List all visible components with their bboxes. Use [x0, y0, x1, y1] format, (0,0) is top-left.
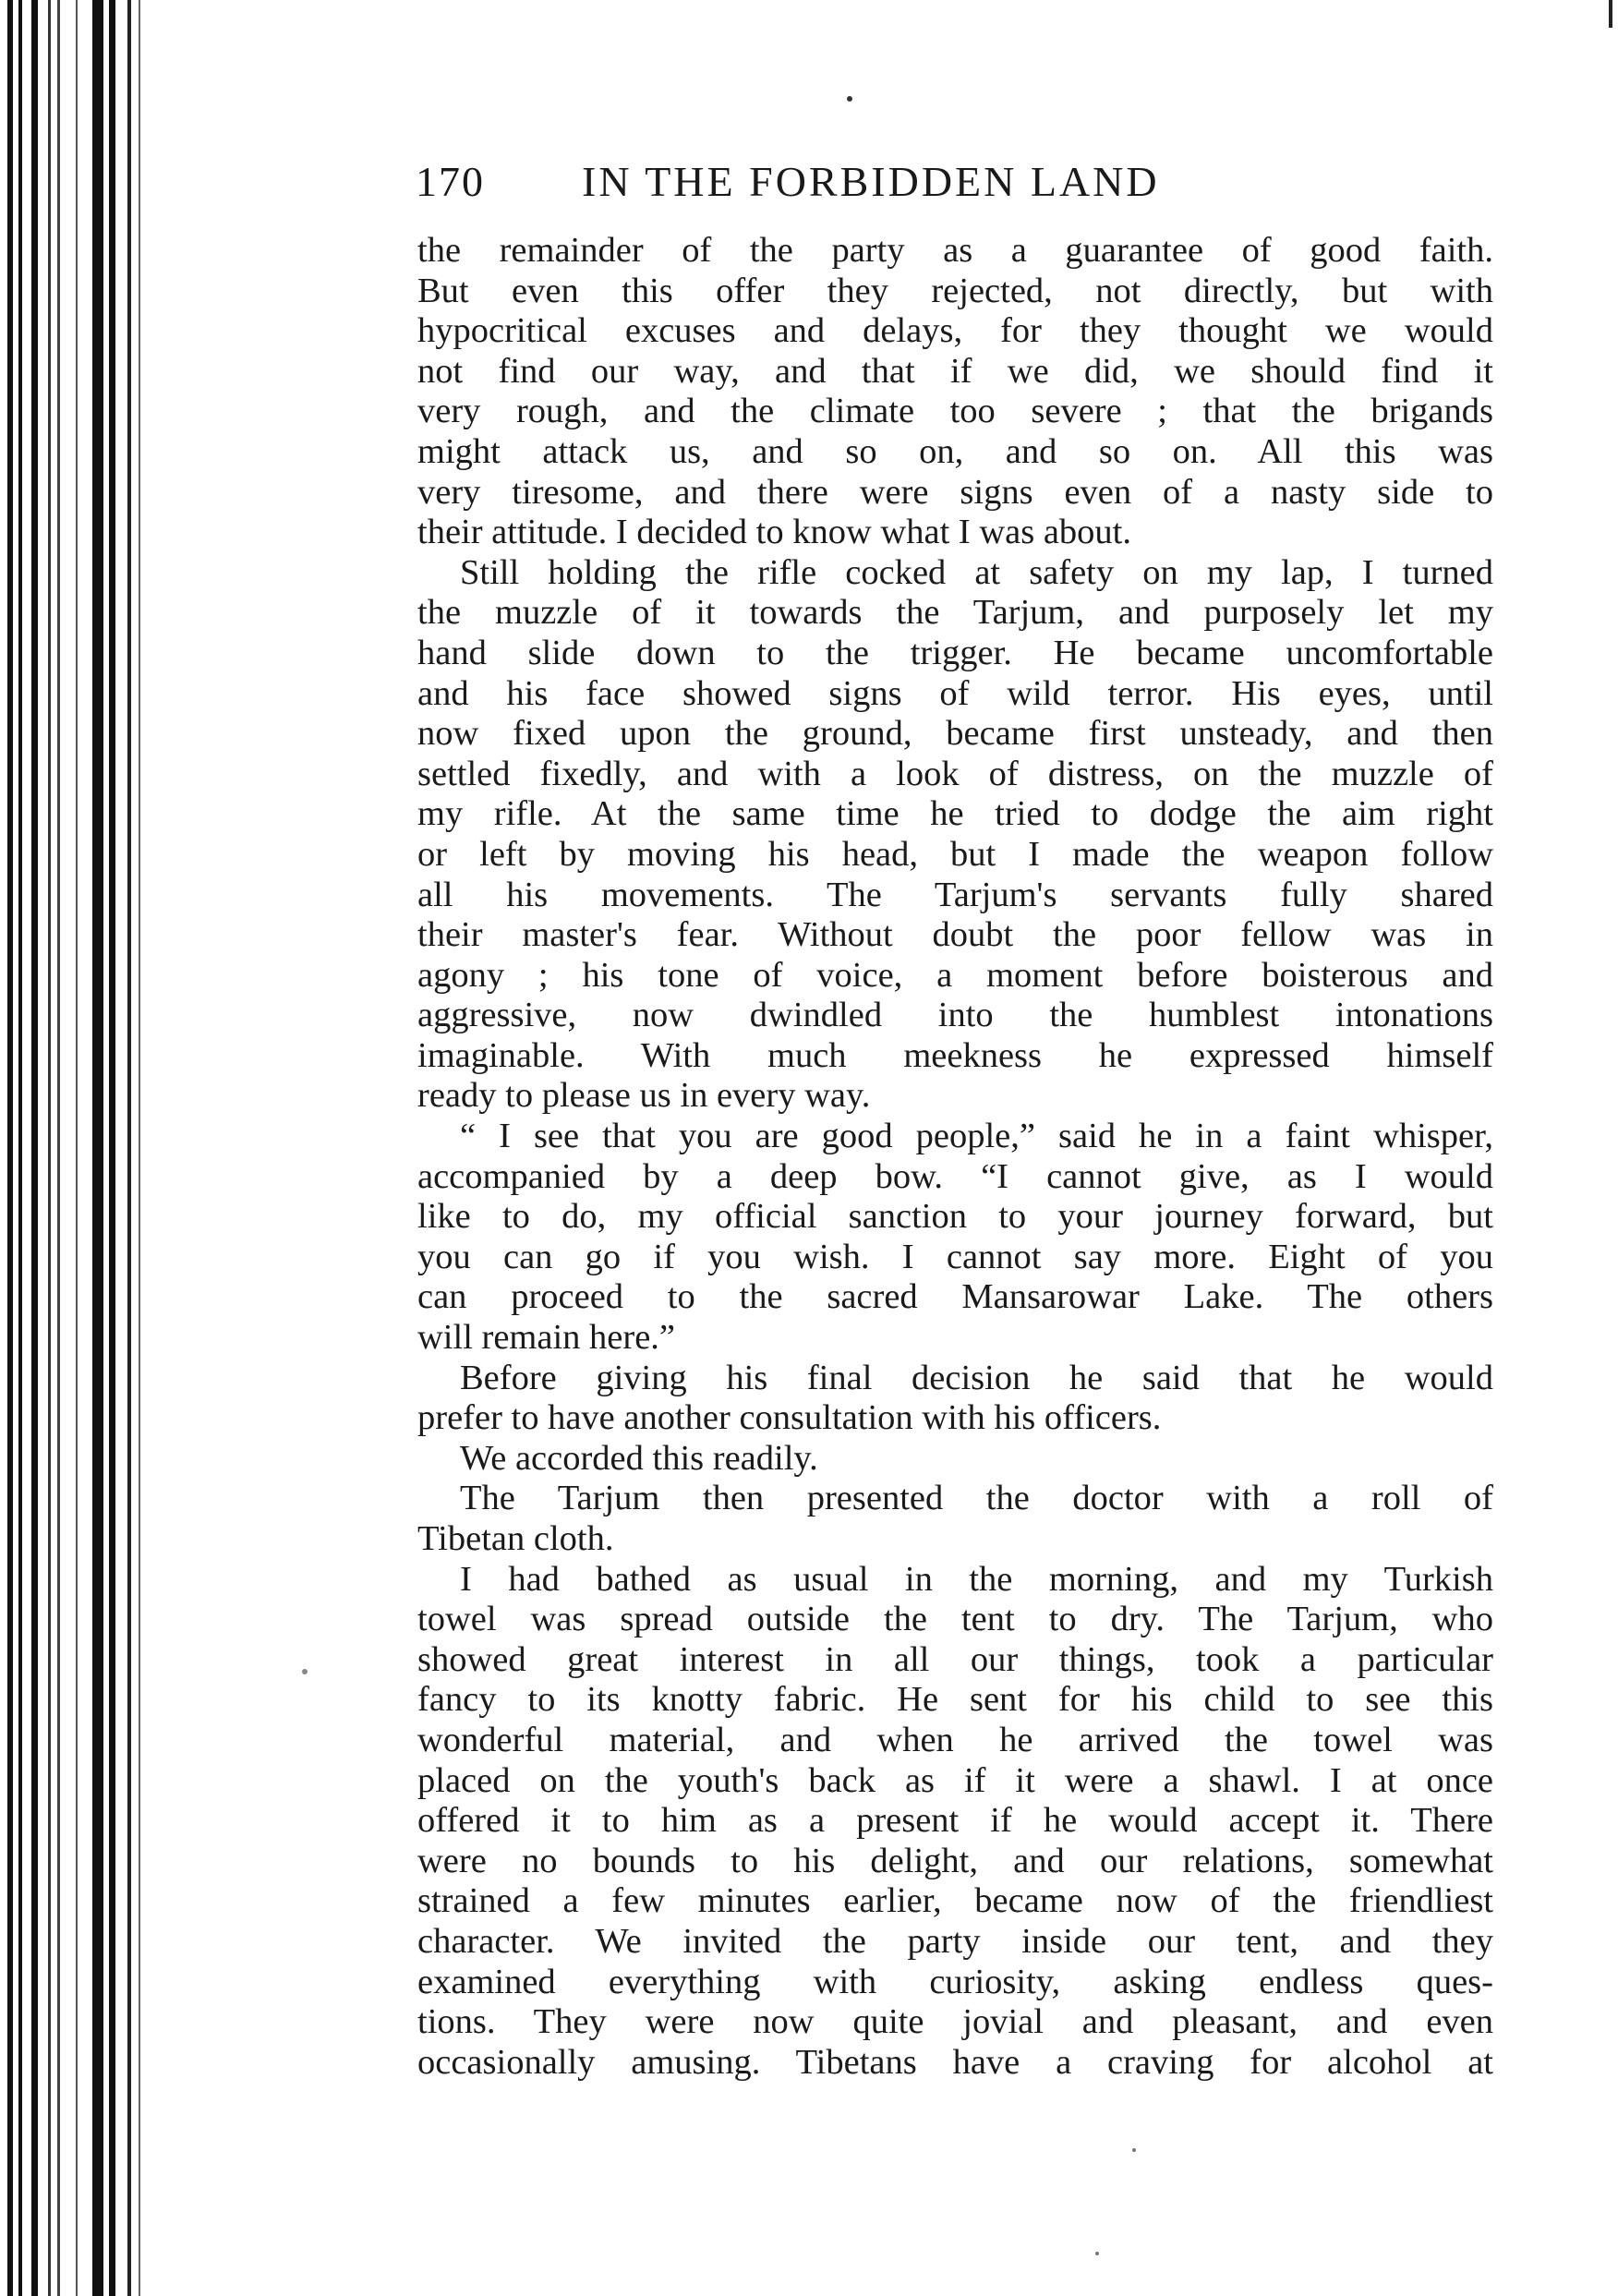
text-line: strained a few minutes earlier, became now of the friendliest	[417, 1881, 1493, 1921]
text-line: settled fixedly, and with a look of distress, on the muzzle of	[417, 754, 1493, 793]
text-line: like to do, my official sanction to your journey forward, but	[417, 1197, 1493, 1237]
text-line: very rough, and the climate too severe ; that the brigands	[417, 392, 1493, 431]
body-text	[417, 231, 1493, 2083]
text-line: Tibetan cloth.	[417, 1519, 614, 1558]
text-line: Still holding the rifle cocked at safety on my lap, I turned	[460, 552, 1493, 592]
text-line: all his movements. The Tarjum's servants fully shared	[417, 875, 1493, 914]
text-line: The Tarjum then presented the doctor with a roll of	[460, 1479, 1493, 1518]
text-line: might attack us, and so on, and so on. All this was	[417, 431, 1493, 471]
text-line: prefer to have another consultation with his officers.	[417, 1398, 1162, 1438]
page-header	[416, 157, 1487, 212]
text-line: now fixed upon the ground, became first unsteady, and then	[417, 714, 1493, 754]
text-line: I had bathed as usual in the morning, and my Turkish	[460, 1559, 1493, 1599]
text-line: ready to please us in every way.	[417, 1076, 871, 1116]
page-number: 170	[416, 158, 485, 205]
text-line: can proceed to the sacred Mansarowar Lake. The others	[417, 1277, 1493, 1317]
text-line: character. We invited the party inside our tent, and they	[417, 1921, 1493, 1961]
text-line: agony ; his tone of voice, a moment before boisterous and	[417, 955, 1493, 995]
text-line: and his face showed signs of wild terror. His eyes, until	[417, 673, 1493, 713]
text-line: their master's fear. Without doubt the poor fellow was in	[417, 915, 1493, 955]
text-line: or left by moving his head, but I made the weapon follow	[417, 834, 1493, 874]
text-line: my rifle. At the same time he tried to dodge the aim right	[417, 794, 1493, 834]
text-line: showed great interest in all our things, took a particular	[417, 1639, 1493, 1679]
text-line: placed on the youth's back as if it were a shawl. I at once	[417, 1760, 1493, 1800]
text-line: tions. They were now quite jovial and pleasant, and even	[417, 2002, 1493, 2042]
text-line: offered it to him as a present if he would accept it. There	[417, 1801, 1493, 1841]
text-line: But even this offer they rejected, not directly, but with	[417, 271, 1493, 310]
text-line: very tiresome, and there were signs even of a nasty side to	[417, 472, 1493, 512]
text-line: Before giving his final decision he said that he would	[460, 1358, 1493, 1397]
text-line: the remainder of the party as a guarantee of good faith.	[417, 231, 1493, 270]
text-line: examined everything with curiosity, asking endless ques-	[417, 1962, 1493, 2001]
text-line: aggressive, now dwindled into the humblest intonations	[417, 996, 1493, 1035]
text-line: hand slide down to the trigger. He became uncomfortable	[417, 633, 1493, 672]
text-line: “ I see that you are good people,” said he in a faint whisper,	[460, 1117, 1493, 1156]
text-line: wonderful material, and when he arrived the towel was	[417, 1720, 1493, 1759]
text-line: the muzzle of it towards the Tarjum, and purposely let my	[417, 593, 1493, 633]
text-line: you can go if you wish. I cannot say more. Eight of you	[417, 1237, 1493, 1276]
text-line: hypocritical excuses and delays, for they thought we would	[417, 311, 1493, 351]
running-title: IN THE FORBIDDEN LAND	[582, 158, 1160, 205]
text-line: imaginable. With much meekness he expressed himself	[417, 1035, 1493, 1075]
text-line: were no bounds to his delight, and our relations, somewhat	[417, 1841, 1493, 1880]
text-line: their attitude. I decided to know what I was about.	[417, 513, 1131, 552]
text-line: not find our way, and that if we did, we should find it	[417, 351, 1493, 391]
text-line: fancy to its knotty fabric. He sent for his child to see this	[417, 1680, 1493, 1720]
text-line: will remain here.”	[417, 1318, 675, 1358]
binding-gutter-shadow	[0, 0, 166, 2296]
text-line: accompanied by a deep bow. “I cannot give, as I would	[417, 1156, 1493, 1196]
text-line: occasionally amusing. Tibetans have a craving for alcohol at	[417, 2042, 1493, 2082]
text-line: towel was spread outside the tent to dry. The Tarjum, who	[417, 1600, 1493, 1639]
text-line: We accorded this readily.	[460, 1438, 818, 1478]
